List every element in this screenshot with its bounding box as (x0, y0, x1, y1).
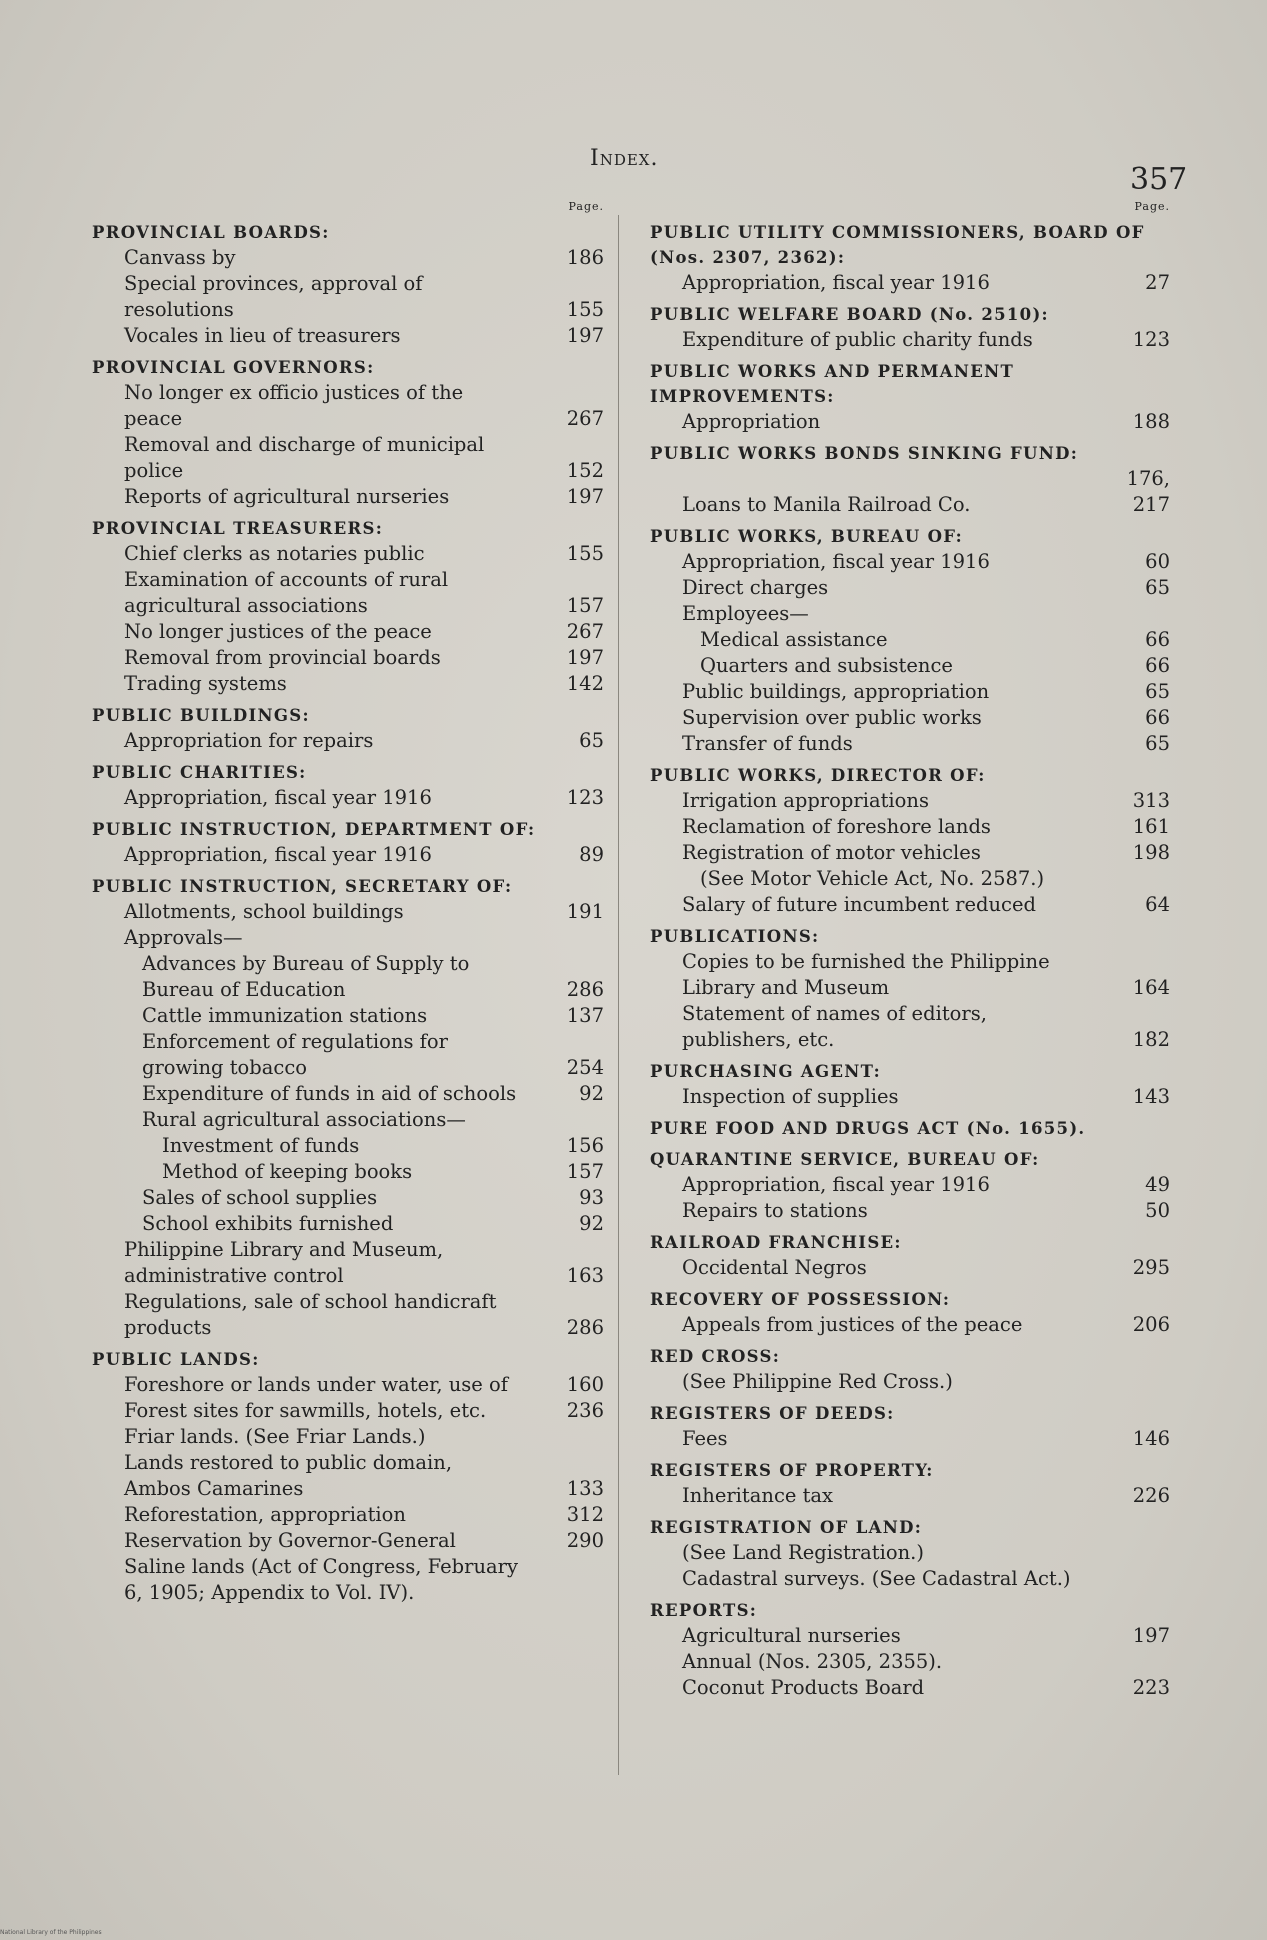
entry-page-ref: 65 (1145, 680, 1170, 703)
entry-text: Medical assistance (700, 628, 888, 651)
entry-page-ref: 286 (566, 1316, 604, 1339)
index-entry (650, 949, 1170, 1001)
entry-page-ref: 66 (1145, 706, 1170, 729)
entry-page-ref: 161 (1132, 815, 1170, 838)
entry-text: Forest sites for sawmills, hotels, etc. (124, 1399, 487, 1422)
entry-page-ref: 206 (1132, 1313, 1170, 1336)
index-entry (650, 1369, 1170, 1395)
running-head: Index. (590, 146, 659, 171)
entry-text: Occidental Negros (682, 1256, 867, 1279)
index-entry (92, 1029, 604, 1081)
index-entry (92, 925, 604, 951)
entry-page-ref: 50 (1145, 1199, 1170, 1222)
entry-page-ref: 142 (566, 672, 604, 695)
entry-page-ref: 27 (1145, 271, 1170, 294)
entry-text: Inspection of supplies (682, 1085, 899, 1108)
entry-text: Inheritance tax (682, 1484, 834, 1507)
index-entry (92, 1372, 604, 1398)
entry-text: Quarters and subsistence (700, 654, 953, 677)
left-column (92, 200, 604, 1606)
entry-text: Trading systems (124, 672, 287, 695)
entry-text: Cadastral surveys. (See Cadastral Act.) (682, 1567, 1071, 1590)
index-entry (92, 671, 604, 697)
entry-page-ref: 197 (566, 485, 604, 508)
entry-text: Repairs to stations (682, 1199, 868, 1222)
right-column (650, 200, 1170, 1701)
page-column-label: Page. (1134, 200, 1170, 213)
index-entry (92, 1398, 604, 1424)
index-entry (92, 899, 604, 925)
entry-text: Chief clerks as notaries public (124, 542, 425, 565)
index-entry (650, 409, 1170, 435)
index-entry (92, 1289, 604, 1341)
entry-text: Public buildings, appropriation (682, 680, 990, 703)
entry-page-ref: 133 (566, 1477, 604, 1500)
index-heading: QUARANTINE SERVICE, BUREAU OF: (650, 1150, 1040, 1169)
entry-page-ref: 188 (1132, 410, 1170, 433)
index-heading: PROVINCIAL TREASURERS: (92, 519, 384, 538)
entry-text: Vocales in lieu of treasurers (124, 324, 401, 347)
entry-text: Examination of accounts of rural agricultural associations (124, 568, 449, 617)
index-entry (650, 788, 1170, 814)
entry-page-ref: 65 (579, 729, 604, 752)
index-entry (650, 1084, 1170, 1110)
entry-text: Rural agricultural associations— (142, 1108, 466, 1131)
entry-page-ref: 236 (566, 1399, 604, 1422)
entry-text: Enforcement of regulations for growing tobacco (142, 1030, 448, 1079)
index-entry (650, 1566, 1170, 1592)
right-blocks (650, 220, 1170, 1701)
entry-page-ref: 92 (579, 1082, 604, 1105)
entry-text: Transfer of funds (682, 732, 853, 755)
entry-page-ref: 197 (566, 646, 604, 669)
index-entry (650, 1172, 1170, 1198)
index-entry (92, 1528, 604, 1554)
entry-text: Reclamation of foreshore lands (682, 815, 991, 838)
page-column-label: Page. (568, 200, 604, 213)
index-entry (650, 1623, 1170, 1649)
entry-page-ref: 313 (1132, 789, 1170, 812)
entry-page-ref: 155 (566, 542, 604, 565)
left-blocks (92, 220, 604, 1606)
entry-page-ref: 223 (1132, 1676, 1170, 1699)
entry-text: Direct charges (682, 576, 829, 599)
entry-page-ref: 137 (566, 1004, 604, 1027)
index-entry (650, 327, 1170, 353)
entry-text: Appropriation, fiscal year 1916 (124, 843, 432, 866)
index-entry (92, 484, 604, 510)
scan-footer: National Library of the Philippines (0, 1929, 102, 1936)
index-heading: PUBLIC BUILDINGS: (92, 706, 310, 725)
index-heading: PUBLIC WORKS, BUREAU OF: (650, 527, 964, 546)
entry-page-ref: 312 (566, 1503, 604, 1526)
index-heading: PUBLIC WORKS AND PERMANENT IMPROVEMENTS: (650, 362, 1015, 406)
index-heading: PUBLIC LANDS: (92, 1350, 260, 1369)
index-entry (650, 892, 1170, 918)
index-entry (650, 653, 1170, 679)
index-entry (650, 1198, 1170, 1224)
entry-page-ref: 198 (1132, 841, 1170, 864)
entry-text: Approvals— (124, 926, 243, 949)
entry-page-ref: 267 (566, 620, 604, 643)
entry-page-ref: 157 (566, 594, 604, 617)
index-entry (650, 549, 1170, 575)
entry-text: Appeals from justices of the peace (682, 1313, 1023, 1336)
index-entry (92, 1185, 604, 1211)
entry-text: Expenditure of funds in aid of schools (142, 1082, 517, 1105)
entry-text: Cattle immunization stations (142, 1004, 428, 1027)
index-entry (650, 466, 1170, 518)
entry-page-ref: 295 (1132, 1256, 1170, 1279)
index-entry (92, 245, 604, 271)
index-entry (92, 1237, 604, 1289)
index-heading: PURE FOOD AND DRUGS ACT (No. 1655). (650, 1119, 1086, 1138)
entry-text: Investment of funds (162, 1134, 360, 1157)
entry-page-ref: 65 (1145, 576, 1170, 599)
entry-text: Appropriation, fiscal year 1916 (682, 1173, 990, 1196)
index-entry (650, 1001, 1170, 1053)
entry-page-ref: 191 (566, 900, 604, 923)
index-heading: PROVINCIAL GOVERNORS: (92, 358, 375, 377)
entry-page-ref: 92 (579, 1212, 604, 1235)
index-heading: PUBLICATIONS: (650, 927, 820, 946)
entry-page-ref: 64 (1145, 893, 1170, 916)
index-entry (650, 1649, 1170, 1675)
entry-text: Removal from provincial boards (124, 646, 441, 669)
index-entry (92, 1159, 604, 1185)
index-heading: RECOVERY OF POSSESSION: (650, 1290, 951, 1309)
page-number: 357 (1130, 162, 1188, 197)
index-entry (650, 840, 1170, 866)
index-heading: REGISTRATION OF LAND: (650, 1518, 923, 1537)
entry-text: Appropriation, fiscal year 1916 (682, 550, 990, 573)
entry-text: Advances by Bureau of Supply to Bureau of Education (142, 952, 470, 1001)
entry-page-ref: 163 (566, 1264, 604, 1287)
index-heading: PUBLIC CHARITIES: (92, 763, 307, 782)
index-entry (92, 271, 604, 323)
entry-page-ref: 49 (1145, 1173, 1170, 1196)
entry-page-ref: 197 (566, 324, 604, 347)
entry-page-ref: 93 (579, 1186, 604, 1209)
entry-text: Supervision over public works (682, 706, 982, 729)
index-heading: PUBLIC WORKS BONDS SINKING FUND: (650, 444, 1079, 463)
entry-text: Irrigation appropriations (682, 789, 929, 812)
entry-page-ref: 152 (566, 459, 604, 482)
entry-page-ref: 89 (579, 843, 604, 866)
entry-text: (See Motor Vehicle Act, No. 2587.) (700, 867, 1045, 890)
index-heading: PUBLIC WELFARE BOARD (No. 2510): (650, 305, 1049, 324)
index-heading: PROVINCIAL BOARDS: (92, 223, 330, 242)
index-entry (92, 951, 604, 1003)
entry-page-ref: 65 (1145, 732, 1170, 755)
index-heading: PUBLIC INSTRUCTION, SECRETARY OF: (92, 877, 513, 896)
entry-page-ref: 143 (1132, 1085, 1170, 1108)
entry-page-ref: 164 (1132, 976, 1170, 999)
index-heading: REGISTERS OF DEEDS: (650, 1404, 895, 1423)
entry-page-ref: 286 (566, 978, 604, 1001)
entry-text: Copies to be furnished the Philippine Library and Museum (682, 950, 1050, 999)
index-entry (650, 1540, 1170, 1566)
index-entry (650, 705, 1170, 731)
entry-page-ref: 157 (566, 1160, 604, 1183)
index-entry (650, 1675, 1170, 1701)
entry-page-ref: 267 (566, 407, 604, 430)
entry-text: Removal and discharge of municipal police (124, 433, 485, 482)
entry-text: Registration of motor vehicles (682, 841, 981, 864)
entry-text: Saline lands (Act of Congress, February 6, 1905; Appendix to Vol. IV). (124, 1555, 518, 1604)
index-entry (92, 1450, 604, 1502)
index-entry (650, 1483, 1170, 1509)
index-entry (92, 323, 604, 349)
index-entry (92, 1107, 604, 1133)
index-entry (650, 627, 1170, 653)
entry-text: No longer justices of the peace (124, 620, 432, 643)
index-entry (92, 541, 604, 567)
index-entry (92, 1133, 604, 1159)
index-entry (650, 575, 1170, 601)
index-heading: PUBLIC WORKS, DIRECTOR OF: (650, 766, 986, 785)
entry-text: Philippine Library and Museum, administrative control (124, 1238, 444, 1287)
entry-text: Appropriation, fiscal year 1916 (682, 271, 990, 294)
entry-text: Employees— (682, 602, 809, 625)
index-entry (92, 785, 604, 811)
index-heading: RED CROSS: (650, 1347, 781, 1366)
index-heading: RAILROAD FRANCHISE: (650, 1233, 902, 1252)
index-entry (92, 432, 604, 484)
index-entry (650, 866, 1170, 892)
index-entry (650, 1312, 1170, 1338)
entry-page-ref: 197 (1132, 1624, 1170, 1647)
entry-text: School exhibits furnished (142, 1212, 394, 1235)
entry-page-ref: 254 (566, 1056, 604, 1079)
entry-text: Reservation by Governor-General (124, 1529, 456, 1552)
entry-page-ref: 186 (566, 246, 604, 269)
entry-text: Lands restored to public domain, Ambos Camarines (124, 1451, 453, 1500)
entry-text: No longer ex officio justices of the peace (124, 381, 464, 430)
entry-text: Salary of future incumbent reduced (682, 893, 1036, 916)
index-entry (92, 842, 604, 868)
entry-page-ref: 60 (1145, 550, 1170, 573)
entry-text: Agricultural nurseries (682, 1624, 901, 1647)
index-entry (650, 270, 1170, 296)
index-entry (92, 1003, 604, 1029)
entry-text: Special provinces, approval of resolutions (124, 272, 423, 321)
entry-page-ref: 123 (566, 786, 604, 809)
entry-page-ref: 182 (1132, 1028, 1170, 1051)
entry-page-ref: 66 (1145, 654, 1170, 677)
entry-text: Appropriation, fiscal year 1916 (124, 786, 432, 809)
index-entry (650, 731, 1170, 757)
index-entry (92, 380, 604, 432)
entry-text: Expenditure of public charity funds (682, 328, 1033, 351)
entry-text: Fees (682, 1427, 728, 1450)
index-entry (650, 1255, 1170, 1281)
entry-page-ref: 123 (1132, 328, 1170, 351)
entry-text: Appropriation for repairs (124, 729, 374, 752)
index-entry (650, 679, 1170, 705)
index-entry (92, 1554, 604, 1606)
index-entry (92, 645, 604, 671)
index-heading: REGISTERS OF PROPERTY: (650, 1461, 934, 1480)
entry-text: Sales of school supplies (142, 1186, 378, 1209)
entry-page-ref: 160 (566, 1373, 604, 1396)
column-divider (618, 215, 619, 1775)
entry-text: Loans to Manila Railroad Co. (682, 493, 971, 516)
index-entry (92, 619, 604, 645)
index-heading: PUBLIC UTILITY COMMISSIONERS, BOARD OF (Nos. 2307, 2362): (650, 223, 1145, 267)
index-entry (650, 1426, 1170, 1452)
index-entry (92, 1424, 604, 1450)
entry-text: Coconut Products Board (682, 1676, 925, 1699)
entry-text: Regulations, sale of school handicraft products (124, 1290, 497, 1339)
entry-page-ref: 176, 217 (1126, 467, 1170, 516)
entry-page-ref: 290 (566, 1529, 604, 1552)
entry-text: Method of keeping books (162, 1160, 413, 1183)
index-entry (650, 601, 1170, 627)
index-heading: PURCHASING AGENT: (650, 1062, 882, 1081)
index-heading: PUBLIC INSTRUCTION, DEPARTMENT OF: (92, 820, 536, 839)
index-entry (92, 567, 604, 619)
index-entry (92, 1081, 604, 1107)
entry-page-ref: 66 (1145, 628, 1170, 651)
entry-text: Friar lands. (See Friar Lands.) (124, 1425, 426, 1448)
entry-text: Appropriation (682, 410, 821, 433)
entry-text: (See Land Registration.) (682, 1541, 924, 1564)
index-entry (92, 1211, 604, 1237)
entry-page-ref: 146 (1132, 1427, 1170, 1450)
index-heading: REPORTS: (650, 1601, 758, 1620)
entry-text: Canvass by (124, 246, 236, 269)
entry-text: Annual (Nos. 2305, 2355). (682, 1650, 943, 1673)
entry-page-ref: 156 (566, 1134, 604, 1157)
entry-text: (See Philippine Red Cross.) (682, 1370, 953, 1393)
index-entry (92, 728, 604, 754)
entry-text: Allotments, school buildings (124, 900, 404, 923)
entry-text: Reforestation, appropriation (124, 1503, 406, 1526)
entry-page-ref: 226 (1132, 1484, 1170, 1507)
entry-text: Statement of names of editors, publishers, etc. (682, 1002, 987, 1051)
entry-text: Reports of agricultural nurseries (124, 485, 450, 508)
entry-page-ref: 155 (566, 298, 604, 321)
entry-text: Foreshore or lands under water, use of (124, 1373, 508, 1396)
index-entry (650, 814, 1170, 840)
index-entry (92, 1502, 604, 1528)
